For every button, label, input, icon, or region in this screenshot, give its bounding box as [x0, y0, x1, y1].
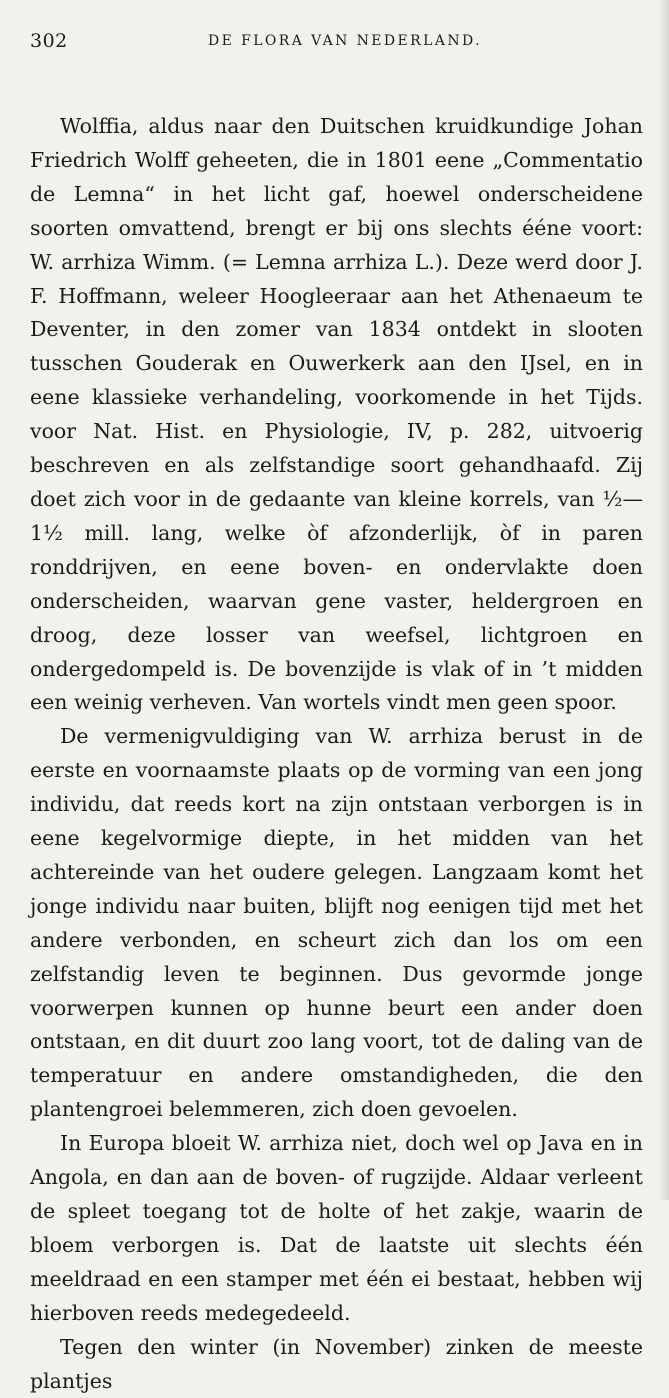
- page-number: 302: [30, 30, 68, 52]
- running-title: DE FLORA VAN NEDERLAND.: [208, 33, 482, 49]
- page-edge-shadow: [659, 0, 669, 1200]
- paragraph-flowering: In Europa bloeit W. arrhiza niet, doch wel op Java en in Angola, en dan aan de boven- of rugzijde. Aldaar verleent de spleet toegang tot de holte of het zakje, waarin de bloem verborgen is. Dat de laatste uit slechts één meeldraad en een stamper met één ei bestaat, hebben wij hierboven reeds medegedeeld.: [30, 1131, 643, 1325]
- paragraph-winter: Tegen den winter (in November) zinken de meeste plantjes: [30, 1334, 643, 1393]
- running-head: [30, 30, 643, 66]
- paragraph-reproduction: De vermenigvuldiging van W. arrhiza berust in de eerste en voornaamste plaats op de vorming van een jong individu, dat reeds kort na zijn ontstaan verborgen is in eene kegelvormige diepte, in het midden van het achtereinde van het oudere gelegen. Langzaam komt het jonge individu naar buiten, blijft nog eenigen tijd met het andere verbonden, en scheurt zich dan los om een zelfstandig leven te beginnen. Dus gevormde jonge voorwerpen kunnen op hunne beurt een ander doen ontstaan, en dit duurt zoo lang voort, tot de daling van de temperatuur en andere omstandigheden, die den plantengroei belemmeren, zich doen gevoelen.: [30, 724, 643, 1122]
- body-text: [30, 110, 643, 1398]
- paragraph-wolffia-description: Wolffia, aldus naar den Duitschen kruidkundige Johan Friedrich Wolff geheeten, die in 1801 eene „Commentatio de Lemna“ in het licht gaf, hoewel onderscheidene soorten omvattend, brengt er bij ons slechts ééne voort: W. arrhiza Wimm. (= Lemna arrhiza L.). Deze werd door J. F. Hoffmann, weleer Hoogleeraar aan het Athenaeum te Deventer, in den zomer van 1834 ontdekt in slooten tusschen Gouderak en Ouwerkerk aan den IJsel, en in eene klassieke verhandeling, voorkomende in het Tijds. voor Nat. Hist. en Physiologie, IV, p. 282, uitvoerig beschreven en als zelfstandige soort gehandhaafd. Zij doet zich voor in de gedaante van kleine korrels, van ½—1½ mill. lang, welke òf afzonderlijk, òf in paren ronddrijven, en eene boven- en ondervlakte doen onderscheiden, waarvan gene vaster, heldergroen en droog, deze losser van weefsel, lichtgroen en ondergedompeld is. De bovenzijde is vlak of in ’t midden een weinig verheven. Van wortels vindt men geen spoor.: [30, 114, 643, 715]
